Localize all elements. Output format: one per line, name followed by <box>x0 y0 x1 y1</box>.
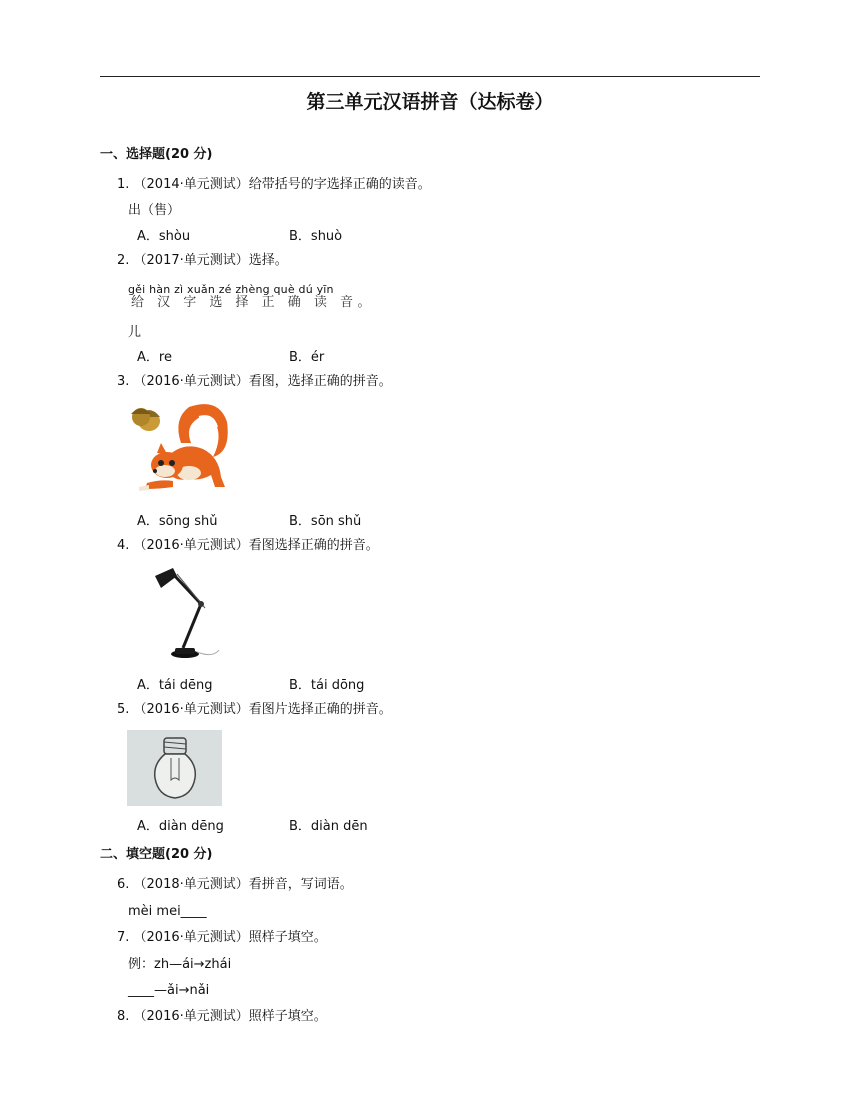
question-5-option-b[interactable]: B．diàn dēn <box>289 819 368 834</box>
question-2-characters: 给 汉 字 选 择 正 确 读 音。 <box>131 295 376 310</box>
question-1-option-b[interactable]: B．shuò <box>289 229 343 244</box>
section-heading-choice: 一、选择题(20 分) <box>100 147 213 162</box>
question-6-stem: 6. （2018·单元测试）看拼音，写词语。 <box>117 877 353 892</box>
page-title: 第三单元汉语拼音（达标卷） <box>306 91 554 113</box>
question-2-pinyin: gěi hàn zì xuǎn zé zhèng què dú yīn <box>128 283 334 296</box>
question-4-stem: 4. （2016·单元测试）看图选择正确的拼音。 <box>117 538 379 553</box>
question-3-option-b[interactable]: B．sōn shǔ <box>289 514 362 529</box>
question-3-option-a[interactable]: A．sōng shǔ <box>137 514 218 529</box>
question-5-stem: 5. （2016·单元测试）看图片选择正确的拼音。 <box>117 702 392 717</box>
squirrel-image <box>127 397 231 503</box>
section-heading-fill: 二、填空题(20 分) <box>100 847 213 862</box>
light-bulb-image <box>127 730 222 806</box>
question-2-option-b[interactable]: B．ér <box>289 350 325 365</box>
acorn-icon <box>131 408 160 431</box>
question-6-answer-line[interactable]: mèi mei____ <box>128 904 207 919</box>
question-1-stem: 1. （2014·单元测试）给带括号的字选择正确的读音。 <box>117 177 431 192</box>
question-5-option-a[interactable]: A．diàn dēng <box>137 819 224 834</box>
light-bulb-icon <box>127 730 222 806</box>
question-7-stem: 7. （2016·单元测试）照样子填空。 <box>117 930 327 945</box>
question-1-line: 出（售） <box>128 203 181 218</box>
desk-lamp-image <box>127 562 231 668</box>
question-2-option-a[interactable]: A．re <box>137 350 172 365</box>
question-7-example: 例：zh—ái→zhái <box>128 957 232 972</box>
question-4-option-a[interactable]: A．tái dēng <box>137 678 213 693</box>
question-4-option-b[interactable]: B．tái dōng <box>289 678 365 693</box>
question-1-option-a[interactable]: A．shòu <box>137 229 191 244</box>
question-7-answer-line[interactable]: ____—ǎi→nǎi <box>128 983 210 998</box>
question-3-stem: 3. （2016·单元测试）看图，选择正确的拼音。 <box>117 374 392 389</box>
question-8-stem: 8. （2016·单元测试）照样子填空。 <box>117 1009 327 1024</box>
question-2-stem: 2. （2017·单元测试）选择。 <box>117 253 288 268</box>
question-2-line: 儿 <box>128 325 142 340</box>
desk-lamp-icon <box>127 562 231 668</box>
header-rule <box>100 76 760 77</box>
